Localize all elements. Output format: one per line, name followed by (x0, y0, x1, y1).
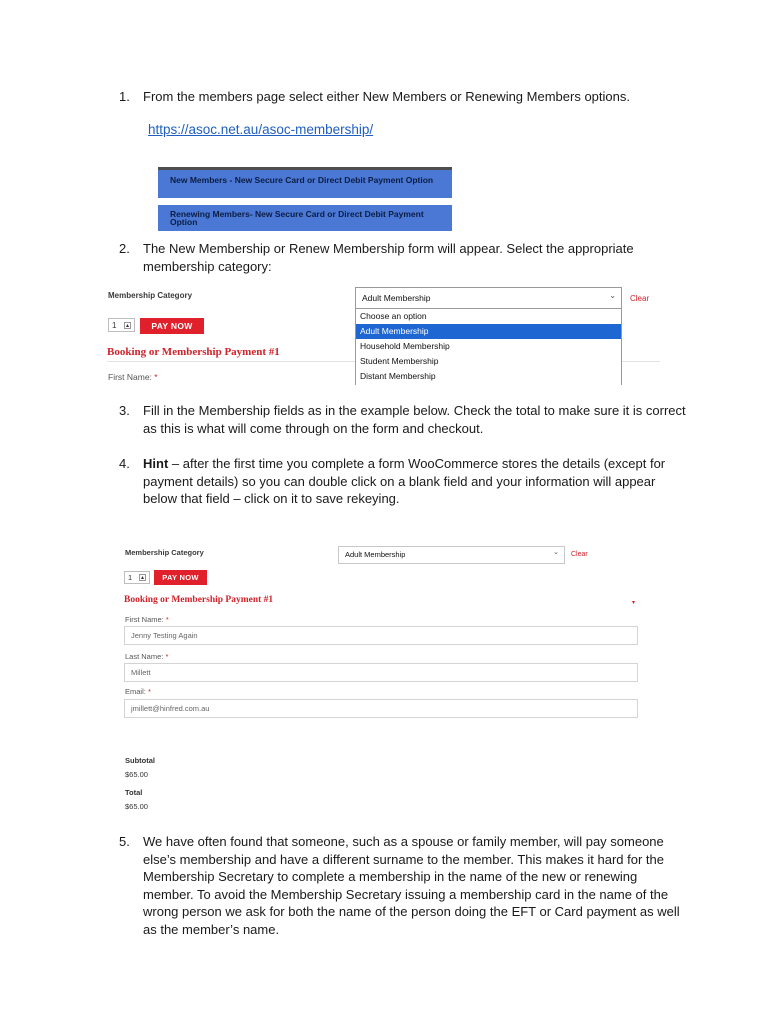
pay-now-button[interactable]: PAY NOW (154, 570, 207, 585)
pay-now-button[interactable]: PAY NOW (140, 318, 204, 334)
hint-label: Hint (143, 456, 169, 471)
step-4 (119, 455, 689, 508)
chevron-down-icon: ⌄ (609, 291, 616, 300)
step-text: The New Membership or Renew Membership form will appear. Select the appropriate membership category: (143, 241, 634, 274)
stepper-arrows-icon[interactable]: ▴ (125, 322, 129, 329)
first-name-label (125, 615, 169, 624)
email-field[interactable]: jmillett@hinfred.com.au (124, 699, 638, 718)
renewing-members-label: Renewing Members- New Secure Card or Direct Debit Payment Option (170, 209, 424, 227)
option-distant[interactable]: Distant Membership (360, 371, 436, 381)
step-1 (119, 88, 689, 106)
last-name-label-text: Last Name: (125, 652, 164, 661)
first-name-label-text: First Name: (125, 615, 164, 624)
option-adult[interactable]: Adult Membership (356, 324, 621, 339)
step-number: 3. (119, 403, 130, 418)
step-3 (119, 402, 689, 437)
step-text (119, 455, 689, 508)
required-mark: * (147, 687, 151, 696)
booking-title: Booking or Membership Payment #1 (124, 595, 274, 605)
selected-option: Adult Membership (362, 293, 431, 303)
first-name-label (108, 372, 158, 382)
email-label (125, 687, 151, 696)
membership-category-select[interactable] (355, 287, 622, 309)
clear-link[interactable]: Clear (571, 551, 588, 558)
total-value: $65.00 (125, 802, 148, 811)
step-number: 1. (119, 89, 130, 104)
step-2 (119, 240, 689, 275)
subtotal-label: Subtotal (125, 756, 155, 765)
hint-text: – after the first time you complete a form WooCommerce stores the details (except for payment details) so you can double click on a blank field and your information will appear below that field – click on it to save rekeying. (143, 456, 666, 506)
step-text: From the members page select either New Members or Renewing Members options. (143, 89, 630, 104)
subtotal-value: $65.00 (125, 770, 148, 779)
step-number: 5. (119, 834, 130, 849)
quantity-value: 1 (112, 320, 117, 330)
step-number: 4. (119, 456, 130, 471)
booking-title: Booking or Membership Payment #1 (107, 346, 280, 358)
step-text: We have often found that someone, such as a spouse or family member, will pay someone else’s membership and have a different surname to the member. This makes it hard for the Membership Secretary to complete a membership in the name of the new or renewing member. To avoid the Membership Secretary issuing a membership card in the name of the wrong person we ask for both the name of the person doing the EFT or Card payment as well as the member’s name. (143, 834, 680, 937)
stepper-arrows-icon[interactable]: ▴ (140, 575, 144, 581)
quantity-value: 1 (128, 573, 133, 582)
collapse-caret-icon[interactable]: ▾ (632, 600, 636, 606)
step-number: 2. (119, 241, 130, 256)
renewing-members-button[interactable] (158, 205, 452, 231)
quantity-stepper[interactable] (124, 571, 150, 584)
email-label-text: Email: (125, 687, 146, 696)
required-mark: * (154, 372, 158, 382)
membership-category-label: Membership Category (108, 291, 193, 300)
total-label: Total (125, 788, 143, 797)
required-mark: * (165, 615, 169, 624)
step-5 (119, 833, 689, 938)
membership-category-label: Membership Category (125, 548, 204, 557)
chevron-down-icon: ⌄ (553, 549, 559, 556)
last-name-label (125, 652, 168, 661)
last-name-field[interactable]: Millett (124, 663, 638, 682)
selected-option: Adult Membership (345, 550, 406, 559)
first-name-label-text: First Name: (108, 372, 152, 382)
membership-category-select[interactable] (338, 546, 565, 564)
option-student[interactable]: Student Membership (360, 356, 439, 366)
clear-link[interactable]: Clear (630, 294, 650, 303)
option-choose[interactable]: Choose an option (360, 311, 427, 321)
new-members-button[interactable] (158, 167, 452, 198)
membership-options-list[interactable] (355, 309, 622, 385)
option-household[interactable]: Household Membership (360, 341, 450, 351)
membership-link[interactable]: https://asoc.net.au/asoc-membership/ (148, 122, 374, 137)
step-text: Fill in the Membership fields as in the example below. Check the total to make sure it is correct as this is what will come through on the form and checkout. (143, 403, 686, 436)
required-mark: * (165, 652, 169, 661)
quantity-stepper[interactable] (108, 318, 135, 332)
new-members-label: New Members - New Secure Card or Direct Debit Payment Option (170, 175, 434, 185)
first-name-field[interactable]: Jenny Testing Again (124, 626, 638, 645)
